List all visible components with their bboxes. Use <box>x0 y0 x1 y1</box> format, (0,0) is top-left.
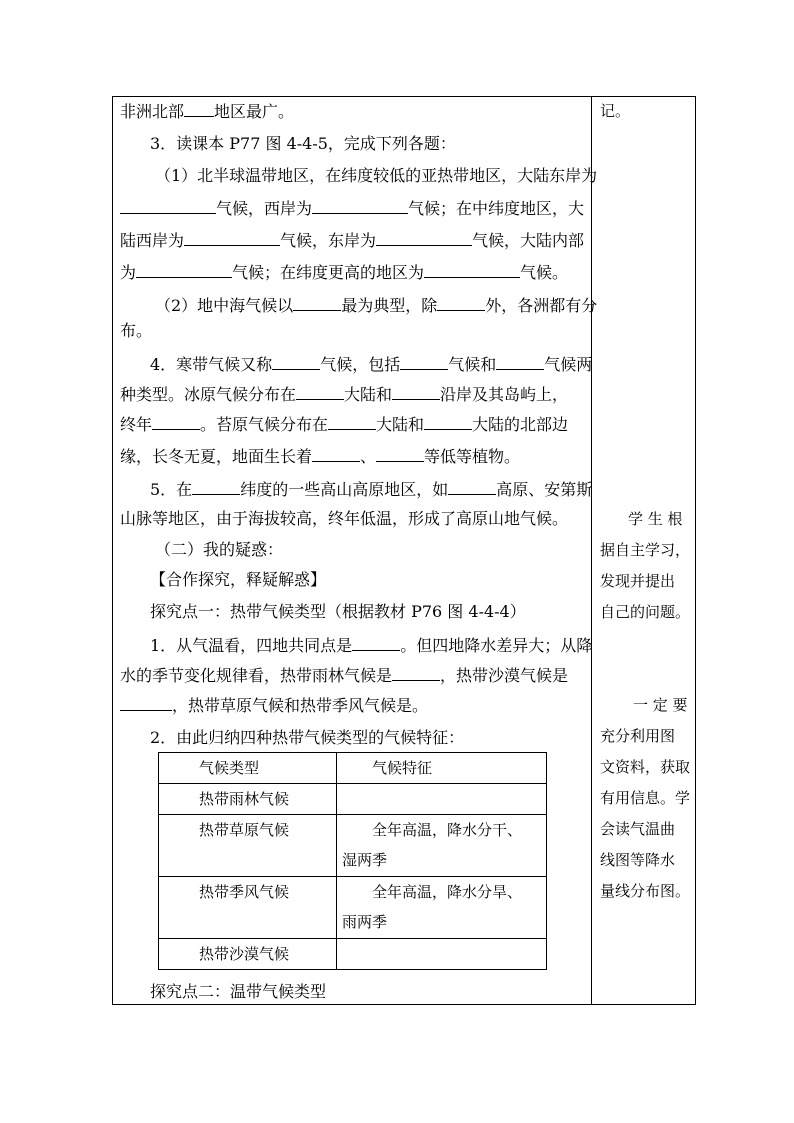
header-cell <box>337 753 547 784</box>
line-19 <box>120 666 568 685</box>
text: 为 <box>120 263 137 282</box>
line-7 <box>155 296 597 315</box>
line-5 <box>120 231 584 250</box>
line-8: 布。 <box>120 321 153 340</box>
cell-text: 全年高温，降水分旱、 <box>372 883 523 901</box>
text: 。但四地降水差异大；从降 <box>400 636 593 655</box>
text: 终年 <box>120 415 153 434</box>
blank <box>272 355 320 370</box>
text: 非洲北部 <box>120 102 185 121</box>
climate-table <box>158 752 547 970</box>
blank <box>120 696 172 711</box>
side-note-2-line: 充分利用图 <box>600 727 676 745</box>
side-note-1-line: 发现并提出 <box>600 572 676 590</box>
line-20 <box>120 696 428 715</box>
side-note-2-line: 文资料，获取 <box>600 758 691 776</box>
text: 气候，西岸为 <box>216 199 313 218</box>
blank <box>312 447 360 462</box>
blank <box>352 636 400 651</box>
text: 种类型。冰原气候分布在 <box>120 385 297 404</box>
table-row <box>159 784 547 815</box>
question-5 <box>150 480 592 499</box>
header-text: 气候类型 <box>199 759 260 777</box>
side-note-2-line: 量线分布图。 <box>600 882 691 900</box>
text: 高原、安第斯 <box>496 480 593 499</box>
line-3: （1）北半球温带地区，在纬度较低的亚热带地区，大陆东岸为 <box>155 166 598 185</box>
line-21: 2．由此归纳四种热带气候类型的气候特征： <box>150 728 465 747</box>
cell-text: 热带季风气候 <box>199 883 290 901</box>
text: 大陆和 <box>376 415 425 434</box>
cell-text: 雨两季 <box>342 913 388 931</box>
feature-cell <box>337 939 547 970</box>
text: 纬度的一些高山高原地区，如 <box>240 480 449 499</box>
section-heading: 【合作探究，释疑解惑】 <box>150 570 327 589</box>
blank <box>496 355 544 370</box>
line-4 <box>120 199 584 218</box>
text: 气候，大陆内部 <box>472 231 585 250</box>
table-row <box>159 939 547 970</box>
text: 气候，包括 <box>320 355 401 374</box>
side-note-2-line: 会读气温曲 <box>600 820 676 838</box>
blank <box>376 447 424 462</box>
explore-point-1: 探究点一：热带气候类型（根据教材 P76 图 4-4-4） <box>150 602 526 621</box>
blank <box>293 296 341 311</box>
column-divider <box>591 96 592 1005</box>
text: 气候；在纬度更高的地区为 <box>232 263 425 282</box>
blank <box>400 355 448 370</box>
cell-text <box>337 784 546 790</box>
explore-point-2: 探究点二：温带气候类型 <box>150 982 327 1001</box>
text: 最为典型，除 <box>341 296 438 315</box>
cell-text: 湿两季 <box>342 851 388 869</box>
cell-text: 全年高温，降水分干、 <box>372 821 523 839</box>
text: ，热带草原气候和热带季风气候是。 <box>172 696 429 715</box>
side-note-2-line: 线图等降水 <box>600 851 676 869</box>
text: 外，各洲都有分 <box>485 296 598 315</box>
text: 5．在 <box>150 480 193 499</box>
cell-text: 热带草原气候 <box>199 821 290 839</box>
type-cell <box>159 815 337 877</box>
blank <box>120 199 216 214</box>
text: 、 <box>360 447 377 466</box>
text: 地区最广。 <box>214 102 295 121</box>
line-14: 山脉等地区，由于海拔较高，终年低温，形成了高原山地气候。 <box>120 509 569 528</box>
text: 气候两 <box>544 355 593 374</box>
blank <box>312 199 408 214</box>
line-10 <box>120 385 568 404</box>
text: 大陆和 <box>344 385 393 404</box>
question-3: 3．读课本 P77 图 4-4-5，完成下列各题： <box>150 134 456 153</box>
text: 等低等植物。 <box>424 447 521 466</box>
feature-cell <box>337 784 547 815</box>
blank <box>184 231 280 246</box>
text: 水的季节变化规律看，热带雨林气候是 <box>120 666 393 685</box>
text: 气候，东岸为 <box>280 231 377 250</box>
blank <box>328 415 376 430</box>
feature-cell <box>337 815 547 877</box>
side-note-2-line: 一 定 要 <box>633 696 688 714</box>
question-4 <box>150 355 592 374</box>
side-note-2-line: 有用信息。学 <box>600 789 691 807</box>
text: 陆西岸为 <box>120 231 185 250</box>
blank <box>392 385 440 400</box>
text: 气候。 <box>520 263 569 282</box>
table-row <box>159 815 547 877</box>
blank <box>152 415 200 430</box>
side-note-top: 记。 <box>600 102 631 120</box>
line-11 <box>120 415 568 434</box>
text: 沿岸及其岛屿上， <box>440 385 569 404</box>
line-6 <box>120 263 568 282</box>
text: 气候和 <box>448 355 497 374</box>
cell-text: 热带沙漠气候 <box>199 945 290 963</box>
blank <box>437 296 485 311</box>
type-cell <box>159 877 337 939</box>
cell-text: 热带雨林气候 <box>199 790 290 808</box>
blank <box>448 480 496 495</box>
cell-text <box>337 939 546 945</box>
blank <box>136 263 232 278</box>
blank <box>424 415 472 430</box>
text: 4．寒带气候又称 <box>150 355 273 374</box>
blank <box>424 263 520 278</box>
text: 缘，长冬无夏，地面生长着 <box>120 447 313 466</box>
side-note-1-line: 自己的问题。 <box>600 603 691 621</box>
blank <box>296 385 344 400</box>
type-cell <box>159 784 337 815</box>
table-header-row <box>159 753 547 784</box>
line-1 <box>120 102 294 121</box>
blank <box>376 231 472 246</box>
table-row <box>159 877 547 939</box>
text: 大陆的北部边 <box>472 415 569 434</box>
type-cell <box>159 939 337 970</box>
feature-cell <box>337 877 547 939</box>
text: ，热带沙漠气候是 <box>440 666 569 685</box>
line-12 <box>120 447 520 466</box>
blank <box>184 102 214 117</box>
text: （2）地中海气候以 <box>155 296 294 315</box>
side-note-1-line: 据自主学习， <box>600 541 691 559</box>
line-18 <box>150 636 592 655</box>
my-questions-heading: （二）我的疑惑： <box>155 540 284 559</box>
blank <box>192 480 240 495</box>
blank <box>392 666 440 681</box>
text: 。苔原气候分布在 <box>200 415 329 434</box>
header-cell <box>159 753 337 784</box>
side-note-1-line: 学 生 根 <box>628 510 683 528</box>
header-text: 气候特征 <box>372 759 433 777</box>
text: 气候；在中纬度地区，大 <box>408 199 585 218</box>
text: 1．从气温看，四地共同点是 <box>150 636 353 655</box>
